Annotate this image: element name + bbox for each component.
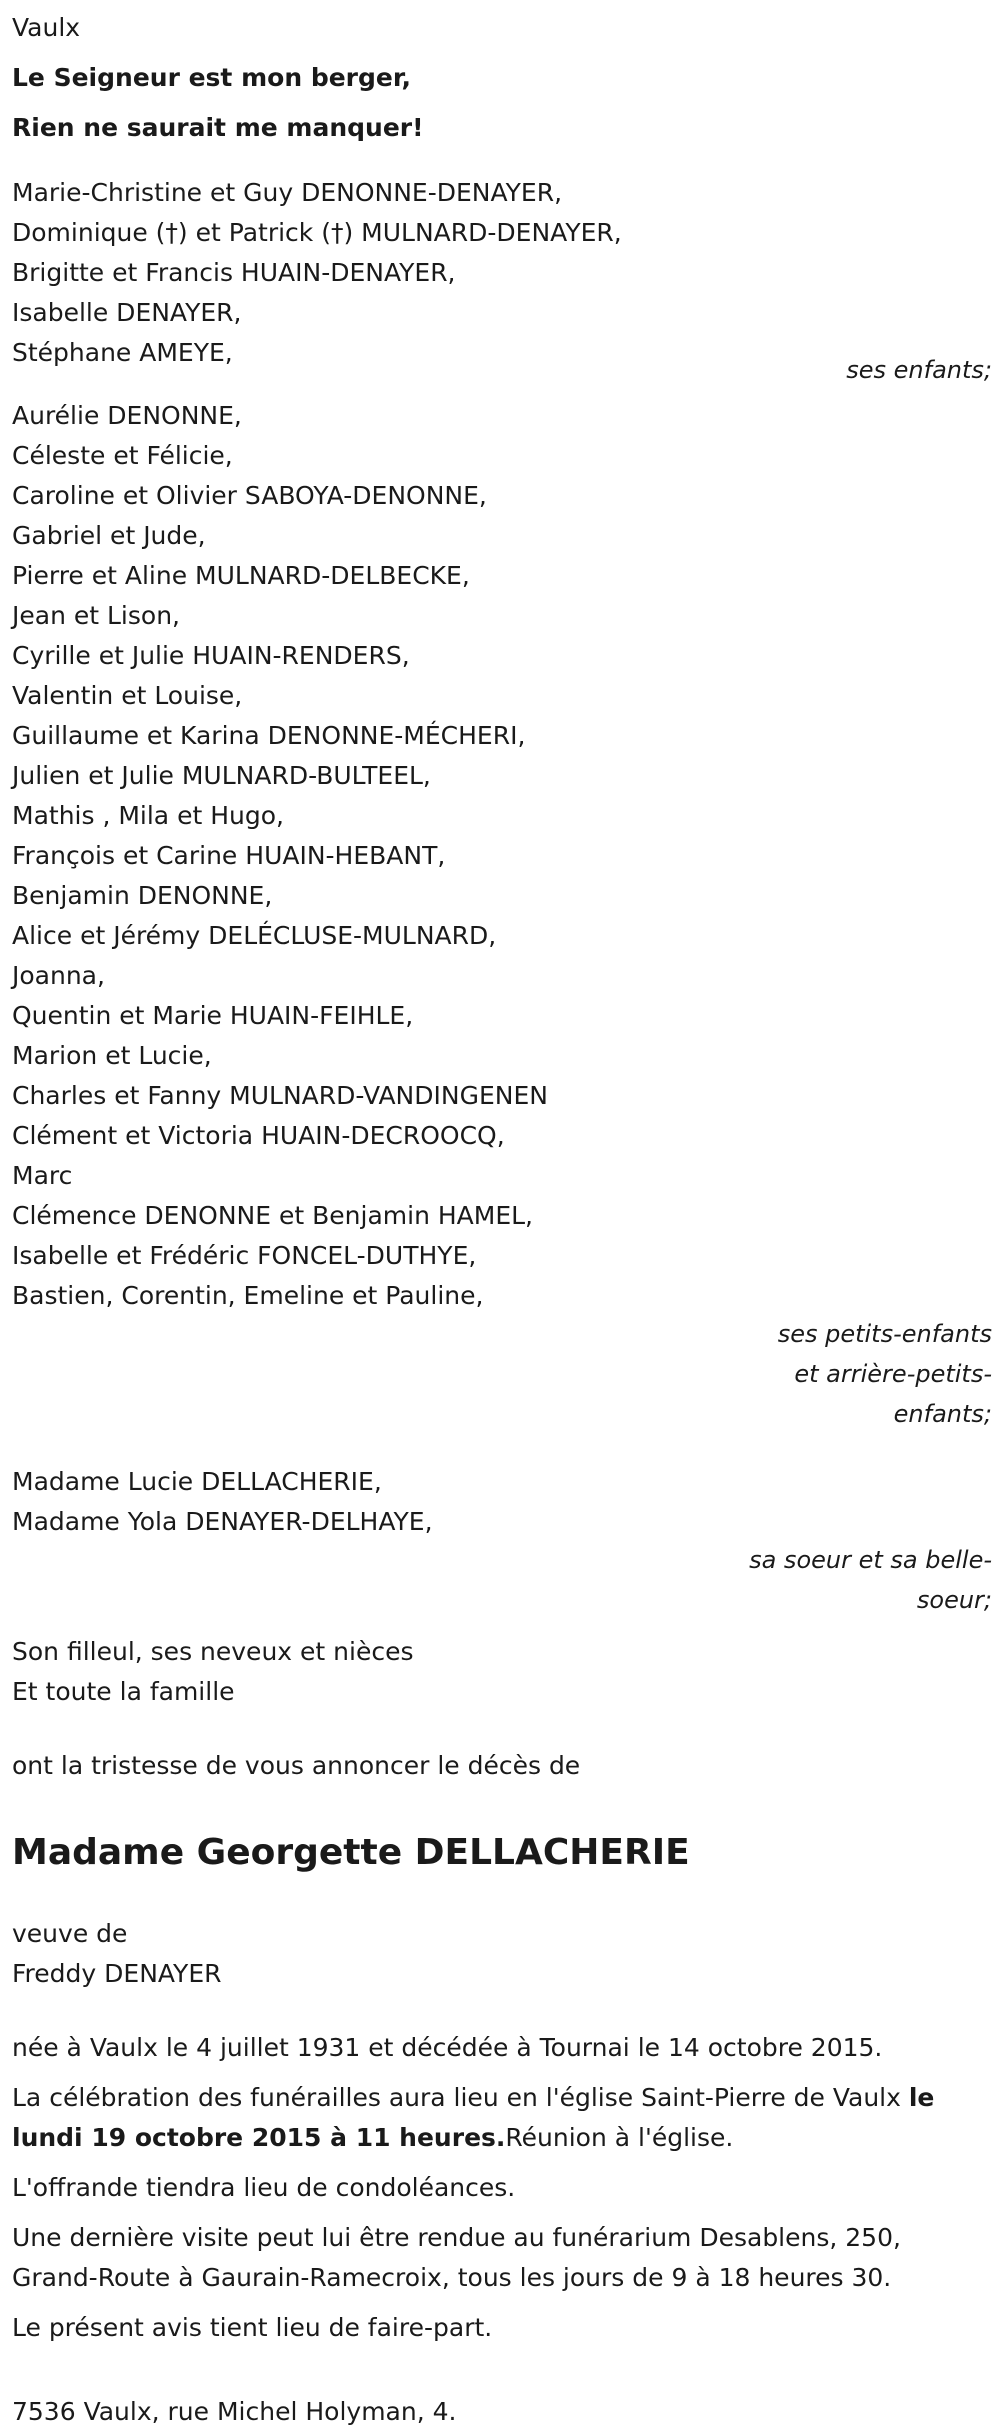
children-relation: ses enfants;	[846, 356, 992, 384]
siblings-relation-line: sa soeur et sa belle-	[749, 1546, 992, 1574]
grandchild-name: Isabelle et Frédéric FONCEL-DUTHYE,	[12, 1241, 477, 1270]
grandchild-name: Clémence DENONNE et Benjamin HAMEL,	[12, 1201, 534, 1230]
grandchild-name: Pierre et Aline MULNARD-DELBECKE,	[12, 561, 470, 590]
funeral-date: le lundi 19 octobre 2015 à 11 heures.	[12, 2083, 935, 2152]
funeral-info	[12, 2078, 992, 2158]
grandchildren-relation-line: ses petits-enfants	[777, 1320, 992, 1348]
grandchild-name: Jean et Lison,	[12, 601, 180, 630]
grandchild-name: Julien et Julie MULNARD-BULTEEL,	[12, 761, 431, 790]
grandchildren-relation-line: et arrière-petits-	[794, 1360, 992, 1388]
family-line-2: Et toute la famille	[12, 1677, 235, 1706]
grandchild-name: Quentin et Marie HUAIN-FEIHLE,	[12, 1001, 414, 1030]
grandchild-name: Bastien, Corentin, Emeline et Pauline,	[12, 1281, 484, 1310]
child-name: Isabelle DENAYER,	[12, 298, 242, 327]
child-name: Dominique (†) et Patrick (†) MULNARD-DENAYER,	[12, 218, 622, 247]
grandchild-name: Caroline et Olivier SABOYA-DENONNE,	[12, 481, 487, 510]
siblings-relation	[12, 1540, 992, 1620]
funeral-prefix: La célébration des funérailles aura lieu en l'église Saint-Pierre de Vaulx	[12, 2083, 909, 2112]
grandchild-name: Aurélie DENONNE,	[12, 401, 242, 430]
grandchildren-relation-line: enfants;	[893, 1400, 992, 1428]
bible-verse	[12, 53, 992, 153]
birth-death-info: née à Vaulx le 4 juillet 1931 et décédée à Tournai le 14 octobre 2015.	[12, 2033, 883, 2062]
obituary-notice	[12, 10, 992, 2432]
siblings-list	[12, 1462, 992, 1542]
grandchild-name: Marion et Lucie,	[12, 1041, 212, 1070]
grandchild-name: Cyrille et Julie HUAIN-RENDERS,	[12, 641, 410, 670]
children-list	[12, 173, 992, 373]
widow-label: veuve de	[12, 1919, 128, 1948]
siblings-relation-line: soeur;	[916, 1586, 992, 1614]
funeral-suffix: Réunion à l'église.	[505, 2123, 734, 2152]
grandchild-name: Céleste et Félicie,	[12, 441, 233, 470]
grandchild-name: Clément et Victoria HUAIN-DECROOCQ,	[12, 1121, 505, 1150]
spouse-name: Freddy DENAYER	[12, 1959, 222, 1988]
announcement: ont la tristesse de vous annoncer le décès de	[12, 1751, 581, 1780]
grandchild-name: Guillaume et Karina DENONNE-MÉCHERI,	[12, 721, 526, 750]
deceased-name: Madame Georgette DELLACHERIE	[12, 1832, 690, 1873]
sibling-name: Madame Yola DENAYER-DELHAYE,	[12, 1507, 433, 1536]
verse-line-2: Rien ne saurait me manquer!	[12, 113, 424, 142]
condolences-info: L'offrande tiendra lieu de condoléances.	[12, 2173, 516, 2202]
grandchild-name: Alice et Jérémy DELÉCLUSE-MULNARD,	[12, 921, 497, 950]
child-name: Brigitte et Francis HUAIN-DENAYER,	[12, 258, 456, 287]
grandchildren-list	[12, 396, 992, 1316]
notice-info: Le présent avis tient lieu de faire-part.	[12, 2313, 493, 2342]
family-line-1: Son filleul, ses neveux et nièces	[12, 1637, 414, 1666]
grandchild-name: Gabriel et Jude,	[12, 521, 206, 550]
grandchild-name: Valentin et Louise,	[12, 681, 243, 710]
grandchild-name: Joanna,	[12, 961, 105, 990]
grandchild-name: François et Carine HUAIN-HEBANT,	[12, 841, 446, 870]
location: Vaulx	[12, 13, 81, 42]
family-address: 7536 Vaulx, rue Michel Holyman, 4.	[12, 2397, 457, 2426]
visit-info: Une dernière visite peut lui être rendue au funérarium Desablens, 250, Grand-Route à Gaurain-Ramecroix, tous les jours de 9 à 18 heures 30.	[12, 2223, 901, 2292]
grandchild-name: Mathis , Mila et Hugo,	[12, 801, 284, 830]
sibling-name: Madame Lucie DELLACHERIE,	[12, 1467, 382, 1496]
widow-block	[12, 1914, 992, 1994]
child-name: Stéphane AMEYE,	[12, 338, 233, 367]
child-name: Marie-Christine et Guy DENONNE-DENAYER,	[12, 178, 563, 207]
verse-line-1: Le Seigneur est mon berger,	[12, 63, 411, 92]
grandchildren-relation	[12, 1314, 992, 1434]
grandchild-name: Marc	[12, 1161, 73, 1190]
grandchild-name: Benjamin DENONNE,	[12, 881, 273, 910]
grandchild-name: Charles et Fanny MULNARD-VANDINGENEN	[12, 1081, 548, 1110]
